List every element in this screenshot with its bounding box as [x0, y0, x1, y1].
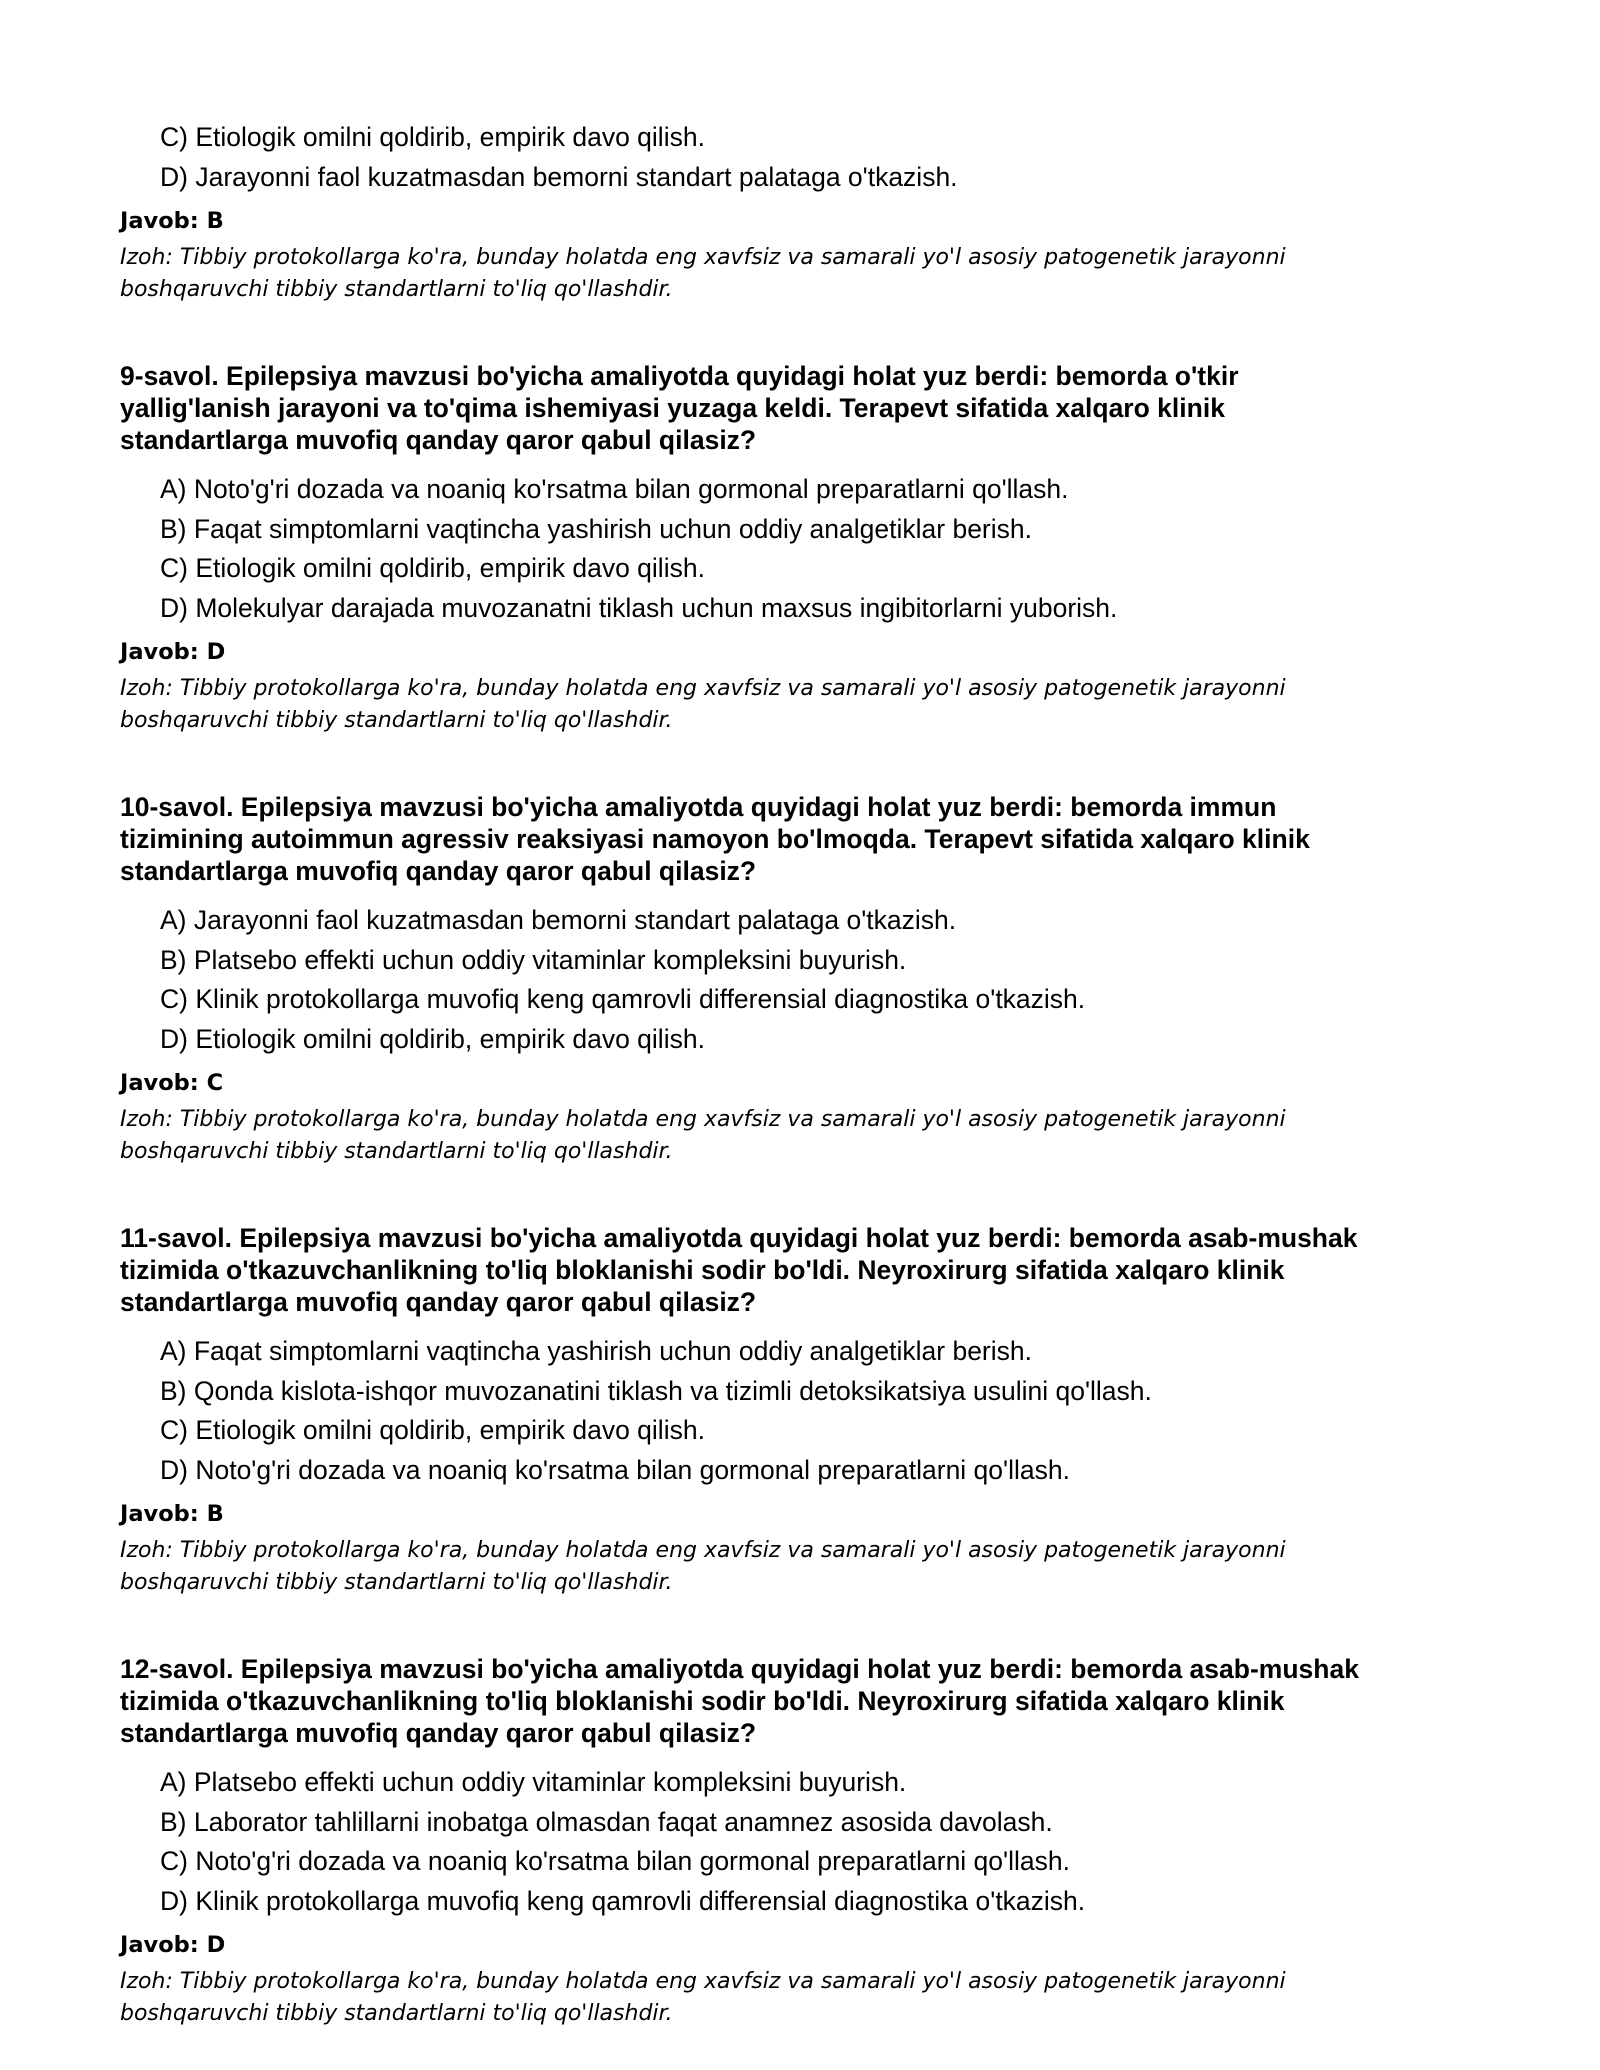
option-b: B) Faqat simptomlarni vaqtincha yashirish uchun oddiy analgetiklar berish.: [160, 513, 1032, 544]
option-b: B) Qonda kislota-ishqor muvozanatini tiklash va tizimli detoksikatsiya usulini qo'llash.: [160, 1375, 1152, 1406]
explanation-note: Izoh: Tibbiy protokollarga ko'ra, bunday holatda eng xavfsiz va samarali yo'l asosiy patogenetik jarayonni boshqaruvchi tibbiy standartlarni to'liq qo'llashdir.: [120, 245, 1286, 302]
option-d: D) Klinik protokollarga muvofiq keng qamrovli differensial diagnostika o'tkazish.: [160, 1885, 1086, 1916]
option-b: B) Laborator tahlillarni inobatga olmasdan faqat anamnez asosida davolash.: [160, 1806, 1053, 1837]
explanation-note: Izoh: Tibbiy protokollarga ko'ra, bunday holatda eng xavfsiz va samarali yo'l asosiy patogenetik jarayonni boshqaruvchi tibbiy standartlarni to'liq qo'llashdir.: [120, 1538, 1286, 1595]
question-title: 12-savol. Epilepsiya mavzusi bo'yicha amaliyotda quyidagi holat yuz berdi: bemorda asab-mushak tizimida o'tkazuvchanlikning to'liq bloklanishi sodir bo'ldi. Neyroxirurg sifatida xalqaro klinik standartlarga muvofiq qanday qaror qabul qilasiz?: [120, 1654, 1359, 1748]
option-a: A) Faqat simptomlarni vaqtincha yashirish uchun oddiy analgetiklar berish.: [160, 1336, 1032, 1366]
answer-label: Javob: D: [120, 1932, 226, 1958]
answer-label: Javob: B: [120, 208, 224, 234]
option-d: D) Molekulyar darajada muvozanatni tiklash uchun maxsus ingibitorlarni yuborish.: [160, 592, 1118, 623]
explanation-note: Izoh: Tibbiy protokollarga ko'ra, bunday holatda eng xavfsiz va samarali yo'l asosiy patogenetik jarayonni boshqaruvchi tibbiy standartlarni to'liq qo'llashdir.: [120, 676, 1286, 733]
options-list: [120, 901, 1500, 1059]
option-d: D) Etiologik omilni qoldirib, empirik davo qilish.: [160, 1023, 705, 1054]
document-page: [120, 118, 1500, 2030]
question-10: [120, 791, 1500, 1168]
question-9: [120, 360, 1500, 737]
option-a: A) Jarayonni faol kuzatmasdan bemorni standart palataga o'tkazish.: [160, 905, 957, 935]
option-b: B) Platsebo effekti uchun oddiy vitaminlar kompleksini buyurish.: [160, 944, 907, 975]
option-c: C) Etiologik omilni qoldirib, empirik davo qilish.: [160, 122, 705, 152]
explanation-note: Izoh: Tibbiy protokollarga ko'ra, bunday holatda eng xavfsiz va samarali yo'l asosiy patogenetik jarayonni boshqaruvchi tibbiy standartlarni to'liq qo'llashdir.: [120, 1107, 1286, 1164]
question-8-continued: [120, 118, 1500, 306]
question-12: [120, 1653, 1500, 2030]
option-a: A) Noto'g'ri dozada va noaniq ko'rsatma bilan gormonal preparatlarni qo'llash.: [160, 474, 1069, 504]
answer-label: Javob: C: [120, 1070, 224, 1096]
options-list: [120, 1332, 1500, 1490]
option-c: C) Klinik protokollarga muvofiq keng qamrovli differensial diagnostika o'tkazish.: [160, 984, 1086, 1014]
answer-label: Javob: D: [120, 639, 226, 665]
option-c: C) Noto'g'ri dozada va noaniq ko'rsatma bilan gormonal preparatlarni qo'llash.: [160, 1846, 1070, 1876]
answer-label: Javob: B: [120, 1501, 224, 1527]
options-list: [120, 1763, 1500, 1921]
question-title: 10-savol. Epilepsiya mavzusi bo'yicha amaliyotda quyidagi holat yuz berdi: bemorda immun tizimining autoimmun agressiv reaksiyasi namoyon bo'lmoqda. Terapevt sifatida xalqaro klinik standartlarga muvofiq qanday qaror qabul qilasiz?: [120, 792, 1310, 886]
explanation-note: Izoh: Tibbiy protokollarga ko'ra, bunday holatda eng xavfsiz va samarali yo'l asosiy patogenetik jarayonni boshqaruvchi tibbiy standartlarni to'liq qo'llashdir.: [120, 1969, 1286, 2026]
option-d: D) Noto'g'ri dozada va noaniq ko'rsatma bilan gormonal preparatlarni qo'llash.: [160, 1454, 1070, 1485]
option-a: A) Platsebo effekti uchun oddiy vitaminlar kompleksini buyurish.: [160, 1767, 907, 1797]
question-title: 11-savol. Epilepsiya mavzusi bo'yicha amaliyotda quyidagi holat yuz berdi: bemorda asab-mushak tizimida o'tkazuvchanlikning to'liq bloklanishi sodir bo'ldi. Neyroxirurg sifatida xalqaro klinik standartlarga muvofiq qanday qaror qabul qilasiz?: [120, 1223, 1358, 1317]
options-list: [120, 118, 1500, 197]
question-11: [120, 1222, 1500, 1599]
option-d: D) Jarayonni faol kuzatmasdan bemorni standart palataga o'tkazish.: [160, 161, 958, 192]
option-c: C) Etiologik omilni qoldirib, empirik davo qilish.: [160, 1415, 705, 1445]
option-c: C) Etiologik omilni qoldirib, empirik davo qilish.: [160, 553, 705, 583]
options-list: [120, 470, 1500, 628]
question-title: 9-savol. Epilepsiya mavzusi bo'yicha amaliyotda quyidagi holat yuz berdi: bemorda o'tkir yallig'lanish jarayoni va to'qima ishemiyasi yuzaga keldi. Terapevt sifatida xalqaro klinik standartlarga muvofiq qanday qaror qabul qilasiz?: [120, 361, 1239, 455]
